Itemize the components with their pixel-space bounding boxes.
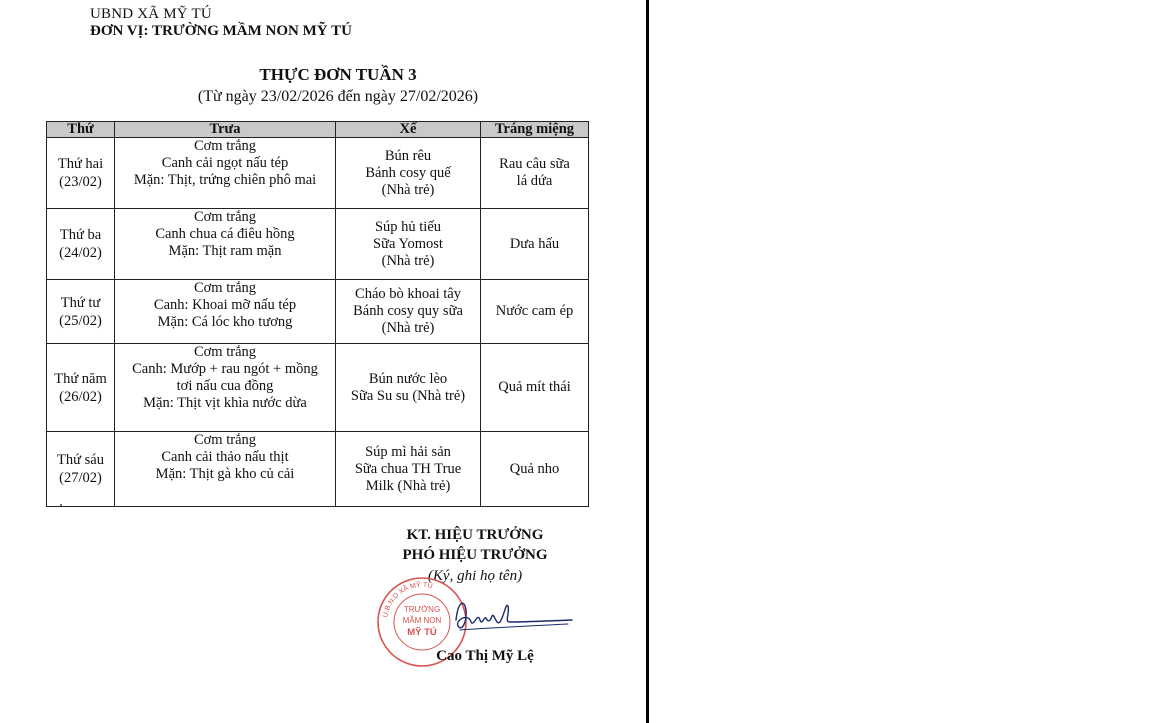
scan-mark bbox=[60, 504, 62, 506]
table-row bbox=[47, 344, 589, 432]
snack-cell bbox=[336, 209, 481, 280]
snack-cell bbox=[336, 344, 481, 432]
lunch-cell bbox=[115, 432, 336, 507]
menu-table bbox=[46, 121, 589, 507]
lunch-item: tơi nấu cua đồng bbox=[176, 378, 274, 394]
column-header-day: Thứ bbox=[47, 122, 115, 138]
dessert-item: Quả mít thái bbox=[498, 379, 571, 395]
day-date: (25/02) bbox=[59, 312, 102, 329]
snack-item: (Nhà trẻ) bbox=[381, 181, 435, 198]
authority-name: UBND XÃ MỸ TÚ bbox=[90, 6, 212, 22]
table-row bbox=[47, 138, 589, 209]
table-row bbox=[47, 432, 589, 507]
signer-instruction: (Ký, ghi họ tên) bbox=[427, 568, 523, 584]
dessert-cell bbox=[481, 138, 589, 209]
unit-name: ĐƠN VỊ: TRƯỜNG MẦM NON MỸ TÚ bbox=[90, 23, 352, 39]
dessert-cell bbox=[481, 432, 589, 507]
snack-item: Súp hủ tiếu bbox=[374, 218, 442, 235]
lunch-cell bbox=[115, 280, 336, 344]
lunch-cell bbox=[115, 138, 336, 209]
day-name: Thứ hai bbox=[57, 156, 104, 172]
dessert-cell bbox=[481, 280, 589, 344]
snack-item: Sữa chua TH True bbox=[354, 460, 462, 477]
snack-item: Bún nước lèo bbox=[368, 370, 448, 387]
lunch-item: Cơm trắng bbox=[193, 280, 257, 296]
snack-item: Sữa Yomost bbox=[373, 235, 443, 252]
stamp-center-line-3: MỸ TÚ bbox=[407, 627, 437, 638]
day-name: Thứ tư bbox=[60, 294, 101, 311]
day-cell bbox=[47, 280, 115, 344]
lunch-item: Mặn: Thịt vịt khìa nước dừa bbox=[143, 395, 307, 411]
lunch-item: Cơm trắng bbox=[193, 432, 257, 448]
lunch-item: Canh: Mướp + rau ngót + mồng bbox=[132, 361, 318, 377]
handwritten-signature bbox=[448, 592, 578, 636]
dessert-cell bbox=[481, 344, 589, 432]
stamp-center-line-2: MẦM NON bbox=[402, 616, 442, 625]
table-header-row bbox=[47, 122, 589, 138]
dessert-cell bbox=[481, 209, 589, 280]
snack-cell bbox=[336, 280, 481, 344]
day-date: (23/02) bbox=[59, 174, 102, 190]
column-header-snack: Xế bbox=[336, 122, 481, 138]
snack-cell bbox=[336, 432, 481, 507]
column-header-lunch: Trưa bbox=[115, 122, 336, 138]
day-name: Thứ năm bbox=[54, 370, 107, 387]
day-date: (27/02) bbox=[59, 470, 102, 486]
lunch-item: Cơm trắng bbox=[193, 138, 257, 154]
lunch-item: Mặn: Thịt, trứng chiên phô mai bbox=[133, 172, 317, 188]
stamp-ring-text: U.B.N.D XÃ MỸ TÚ bbox=[382, 581, 434, 619]
lunch-item: Mặn: Thịt ram mặn bbox=[168, 243, 282, 259]
snack-cell bbox=[336, 138, 481, 209]
signer-title-1: KT. HIỆU TRƯỞNG bbox=[406, 527, 544, 543]
day-date: (26/02) bbox=[59, 388, 102, 405]
snack-item: Sữa Su su (Nhà trẻ) bbox=[350, 387, 466, 404]
lunch-item: Cơm trắng bbox=[193, 209, 257, 225]
day-cell bbox=[47, 209, 115, 280]
page-title: THỰC ĐƠN TUẦN 3 bbox=[259, 65, 417, 84]
snack-item: Súp mì hải sản bbox=[365, 443, 451, 460]
snack-item: Cháo bò khoai tây bbox=[355, 286, 461, 302]
dessert-item: Nước cam ép bbox=[495, 303, 574, 319]
snack-item: Bánh cosy quy sữa bbox=[353, 303, 463, 319]
blank-area bbox=[649, 0, 1152, 723]
lunch-item: Cơm trắng bbox=[193, 344, 257, 360]
day-cell bbox=[47, 344, 115, 432]
table-row bbox=[47, 209, 589, 280]
lunch-cell bbox=[115, 209, 336, 280]
lunch-item: Mặn: Cá lóc kho tương bbox=[157, 314, 293, 330]
snack-item: (Nhà trẻ) bbox=[381, 252, 435, 269]
lunch-item: Canh: Khoai mỡ nấu tép bbox=[153, 297, 297, 313]
dessert-item: lá dứa bbox=[516, 173, 553, 189]
snack-item: Milk (Nhà trẻ) bbox=[365, 477, 451, 494]
lunch-item: Mặn: Thịt gà kho củ cải bbox=[155, 466, 295, 482]
signer-name: Cao Thị Mỹ Lệ bbox=[436, 648, 534, 664]
snack-item: Bánh cosy quế bbox=[365, 164, 451, 181]
dessert-item: Dưa hấu bbox=[509, 235, 560, 252]
lunch-item: Canh cải thảo nấu thịt bbox=[161, 449, 289, 465]
stamp-center-line-1: TRƯỜNG bbox=[403, 605, 441, 614]
day-name: Thứ sáu bbox=[57, 452, 104, 468]
date-range: (Từ ngày 23/02/2026 đến ngày 27/02/2026) bbox=[197, 88, 479, 105]
lunch-item: Canh chua cá điêu hồng bbox=[155, 226, 295, 242]
table-row bbox=[47, 280, 589, 344]
day-name: Thứ ba bbox=[59, 227, 102, 243]
day-date: (24/02) bbox=[59, 245, 102, 261]
dessert-item: Rau câu sữa bbox=[499, 156, 570, 172]
signer-title-2: PHÓ HIỆU TRƯỞNG bbox=[402, 547, 548, 563]
day-cell bbox=[47, 138, 115, 209]
lunch-item: Canh cải ngọt nấu tép bbox=[161, 155, 289, 171]
snack-item: Bún rêu bbox=[384, 147, 432, 164]
column-header-dessert: Tráng miệng bbox=[481, 122, 589, 138]
dessert-item: Quả nho bbox=[509, 460, 560, 477]
day-cell bbox=[47, 432, 115, 507]
lunch-cell bbox=[115, 344, 336, 432]
snack-item: (Nhà trẻ) bbox=[381, 320, 435, 336]
